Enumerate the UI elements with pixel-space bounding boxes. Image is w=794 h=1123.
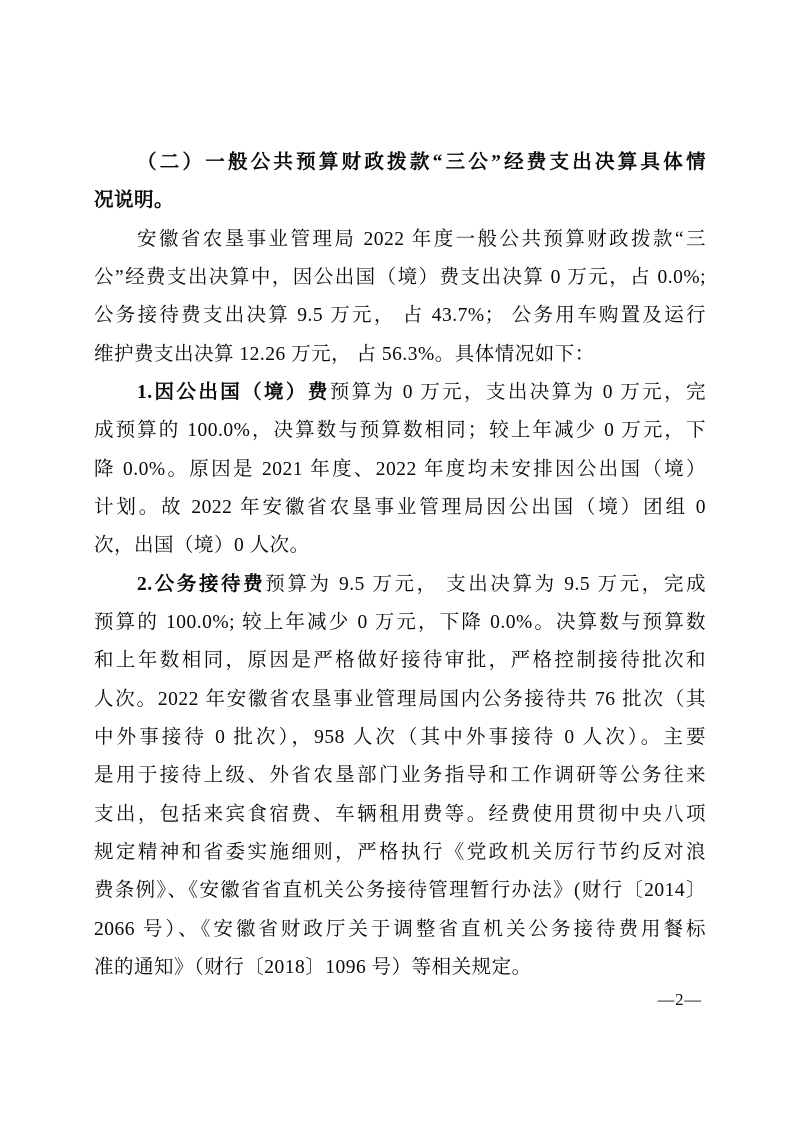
reception-line-2: 预算的 100.0%; 较上年减少 0 万元，下降 0.0%。决算数与预算数 (94, 611, 706, 633)
reception-line-3: 和上年数相同，原因是严格做好接待审批，严格控制接待批次和 (94, 650, 706, 672)
reception-line-6: 是用于接待上级、外省农垦部门业务指导和工作调研等公务往来 (94, 765, 706, 787)
reception-line-11: 准的通知》（财行〔2018〕1096 号）等相关规定。 (94, 956, 532, 978)
reception-line-4: 人次。2022 年安徽省农垦事业管理局国内公务接待共 76 批次（其 (94, 688, 706, 710)
heading-line-1: （二）一般公共预算财政拨款“三公”经费支出决算具体情 (137, 152, 706, 173)
reception-line-5: 中外事接待 0 批次），958 人次（其中外事接待 0 人次）。主要 (94, 726, 706, 748)
item-2-label: 2.公务接待费 (137, 573, 266, 595)
overseas-line-1-text: 预算为 0 万元，支出决算为 0 万元，完 (329, 381, 706, 403)
document-body (94, 144, 706, 987)
heading-line-2: 况说明。 (94, 190, 175, 212)
reception-line-9: 费条例》、《安徽省省直机关公务接待管理暂行办法》(财行〔2014〕 (94, 880, 706, 902)
reception-line-1-text: 预算为 9.5 万元， 支出决算为 9.5 万元，完成 (265, 573, 706, 595)
overseas-line-4: 计划。故 2022 年安徽省农垦事业管理局因公出国（境）团组 0 (94, 496, 706, 518)
reception-line-8: 规定精神和省委实施细则，严格执行《党政机关厉行节约反对浪 (94, 841, 706, 863)
reception-line-1 (94, 566, 706, 604)
item-1-label: 1.因公出国（境）费 (137, 381, 330, 403)
summary-line-4: 维护费支出决算 12.26 万元， 占 56.3%。具体情况如下： (94, 343, 595, 365)
overseas-line-1 (94, 374, 706, 412)
summary-line-3: 公务接待费支出决算 9.5 万元， 占 43.7%； 公务用车购置及运行 (94, 305, 706, 327)
paragraph-summary (94, 221, 706, 374)
overseas-line-5: 次，出国（境）0 人次。 (94, 535, 310, 557)
reception-line-10: 2066 号）、《安徽省财政厅关于调整省直机关公务接待费用餐标 (94, 918, 706, 940)
paragraph-official-reception (94, 566, 706, 988)
summary-line-1: 安徽省农垦事业管理局 2022 年度一般公共预算财政拨款“三 (137, 228, 706, 250)
summary-line-2: 公”经费支出决算中，因公出国（境）费支出决算 0 万元，占 0.0%; (94, 266, 706, 288)
section-heading (94, 144, 706, 221)
reception-line-7: 支出，包括来宾食宿费、车辆租用费等。经费使用贯彻中央八项 (94, 803, 706, 825)
paragraph-overseas-trips (94, 374, 706, 566)
page-number: —2— (657, 990, 702, 1009)
overseas-line-2: 成预算的 100.0%，决算数与预算数相同；较上年减少 0 万元，下 (94, 420, 706, 442)
overseas-line-3: 降 0.0%。原因是 2021 年度、2022 年度均未安排因公出国（境） (94, 458, 706, 480)
